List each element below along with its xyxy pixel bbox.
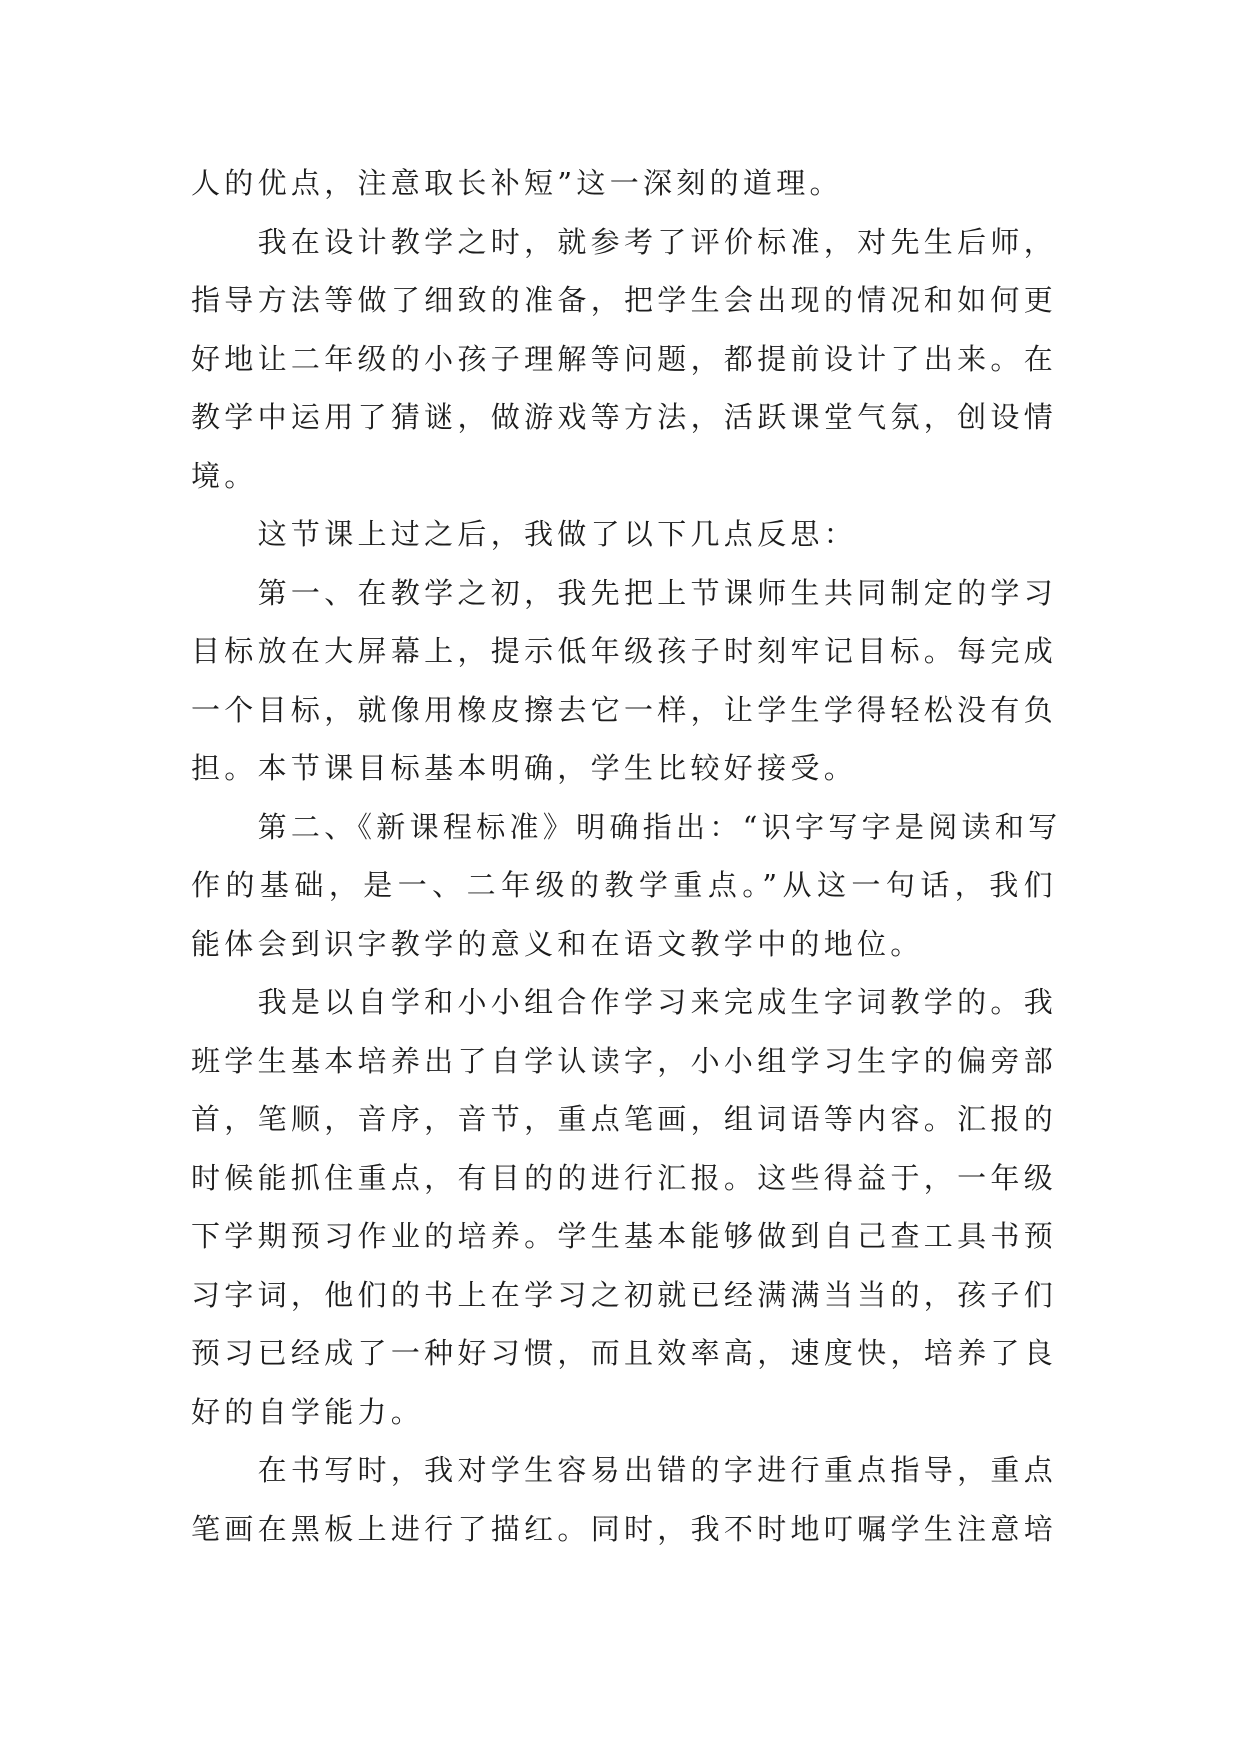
paragraph-6	[191, 973, 1057, 1441]
text-line: 境。	[191, 458, 258, 493]
paragraph-5	[191, 798, 1062, 974]
text-line: 班学生基本培养出了自学认读字，小小组学习生字的偏旁部	[191, 1043, 1057, 1078]
text-line: 指导方法等做了细致的准备，把学生会出现的情况和如何更	[191, 283, 1057, 317]
text-line: 首，笔顺，音序，音节，重点笔画，组词语等内容。汇报的	[191, 1102, 1057, 1136]
text-line: 作的基础，是一、二年级的教学重点。”从这一句话，我们	[191, 868, 1057, 902]
paragraph-2	[191, 213, 1057, 506]
text-line: 在书写时，我对学生容易出错的字进行重点指导，重点	[257, 1453, 1057, 1487]
body-text	[191, 154, 1062, 1558]
text-line: 好地让二年级的小孩子理解等问题，都提前设计了出来。在	[191, 341, 1057, 376]
text-line: 我在设计教学之时，就参考了评价标准，对先生后师，	[257, 224, 1057, 259]
text-line: 预习已经成了一种好习惯，而且效率高，速度快，培养了良	[191, 1336, 1057, 1370]
text-line: 下学期预习作业的培养。学生基本能够做到自己查工具书预	[191, 1219, 1057, 1253]
text-line: 我是以自学和小小组合作学习来完成生字词教学的。我	[257, 985, 1057, 1019]
text-line: 笔画在黑板上进行了描红。同时，我不时地叮嘱学生注意培	[191, 1511, 1057, 1546]
paragraph-7	[191, 1441, 1057, 1558]
text-line: 一个目标，就像用橡皮擦去它一样，让学生学得轻松没有负	[191, 692, 1057, 727]
text-line: 这节课上过之后，我做了以下几点反思：	[257, 517, 857, 551]
text-line: 习字词，他们的书上在学习之初就已经满满当当的，孩子们	[191, 1277, 1057, 1312]
paragraph-4	[191, 564, 1057, 798]
text-line: 担。本节课目标基本明确，学生比较好接受。	[191, 751, 858, 785]
text-line: 能体会到识字教学的意义和在语文教学中的地位。	[191, 926, 924, 961]
text-line: 人的优点，注意取长补短”这一深刻的道理。	[191, 166, 843, 200]
text-line: 第一、在教学之初，我先把上节课师生共同制定的学习	[257, 575, 1057, 610]
text-line: 第二、《新课程标准》明确指出：“识字写字是阅读和写	[257, 809, 1062, 844]
text-line: 好的自学能力。	[191, 1394, 425, 1429]
paragraph-3	[191, 505, 1057, 564]
text-line: 时候能抓住重点，有目的的进行汇报。这些得益于，一年级	[191, 1160, 1057, 1195]
text-line: 教学中运用了猜谜，做游戏等方法，活跃课堂气氛，创设情	[191, 400, 1057, 434]
paragraph-1	[191, 154, 1057, 213]
text-line: 目标放在大屏幕上，提示低年级孩子时刻牢记目标。每完成	[191, 634, 1057, 668]
